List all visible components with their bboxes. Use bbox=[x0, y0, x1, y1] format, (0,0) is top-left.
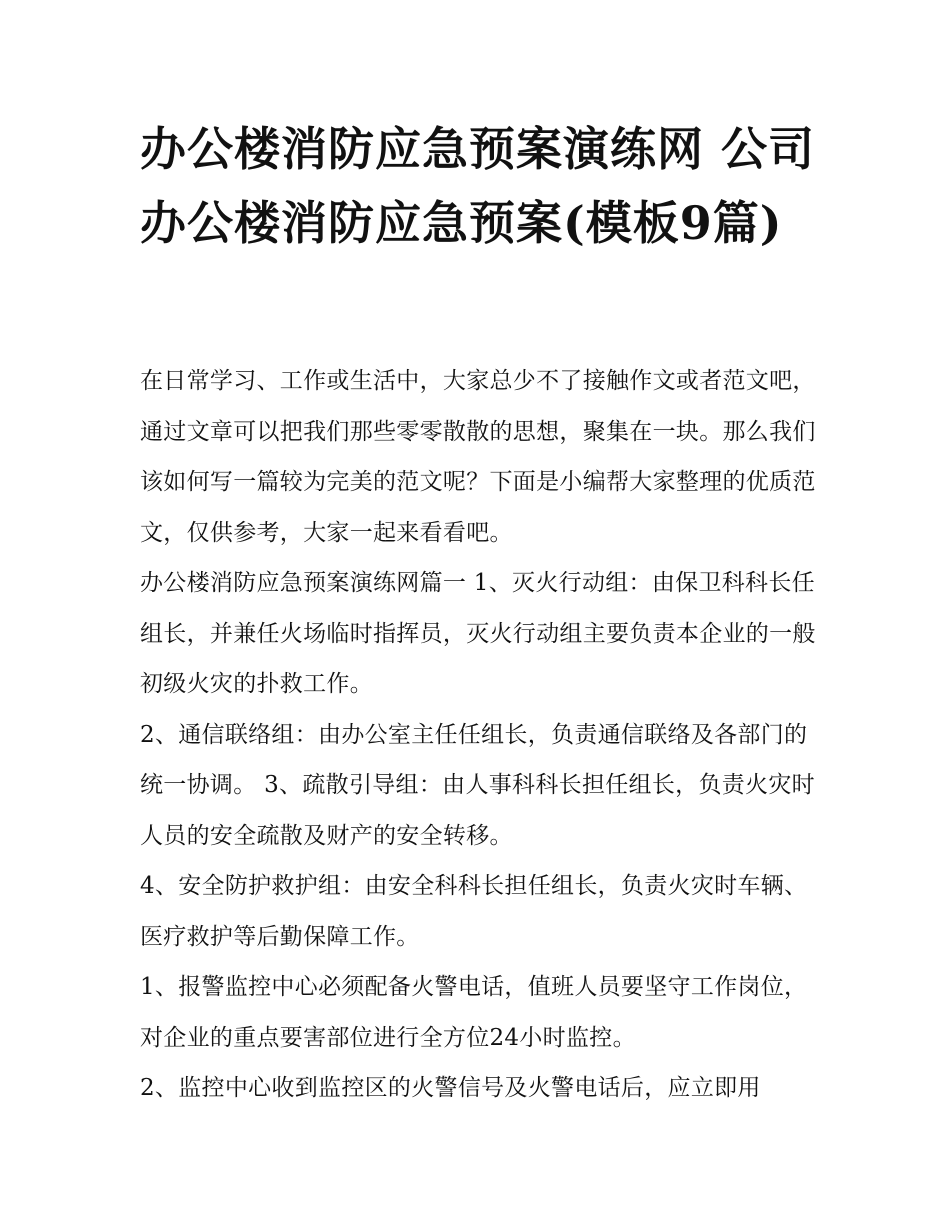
paragraph-safety-rescue-group: 4、安全防护救护组：由安全科科长担任组长，负责火灾时车辆、医疗救护等后勤保障工作。 bbox=[140, 873, 808, 950]
paragraph-communication-group: 2、通信联络组：由办公室主任任组长，负责通信联络及各部门的统一协调。 3、疏散引导组：由人事科科长担任组长，负责火灾时人员的安全疏散及财产的安全转移。 bbox=[140, 721, 815, 849]
document-body bbox=[140, 356, 820, 1114]
paragraph-fire-fighting-group: 办公楼消防应急预案演练网篇一 1、灭火行动组：由保卫科科长任组长，并兼任火场临时指挥员，灭火行动组主要负责本企业的一般初级火灾的扑救工作。 bbox=[140, 570, 816, 697]
paragraph-monitoring-response: 2、监控中心收到监控区的火警信号及火警电话后，应立即用 bbox=[140, 1075, 761, 1101]
paragraph-intro: 在日常学习、工作或生活中，大家总少不了接触作文或者范文吧，通过文章可以把我们那些零零散散的思想，聚集在一块。那么我们该如何写一篇较为完美的范文呢？下面是小编帮大家整理的优质范文，仅供参考，大家一起来看看吧。 bbox=[140, 368, 816, 546]
paragraph-alarm-monitoring: 1、报警监控中心必须配备火警电话，值班人员要坚守工作岗位，对企业的重点要害部位进行全方位24小时监控。 bbox=[140, 974, 808, 1051]
document-title: 办公楼消防应急预案演练网 公司办公楼消防应急预案(模板9篇) bbox=[140, 122, 816, 250]
